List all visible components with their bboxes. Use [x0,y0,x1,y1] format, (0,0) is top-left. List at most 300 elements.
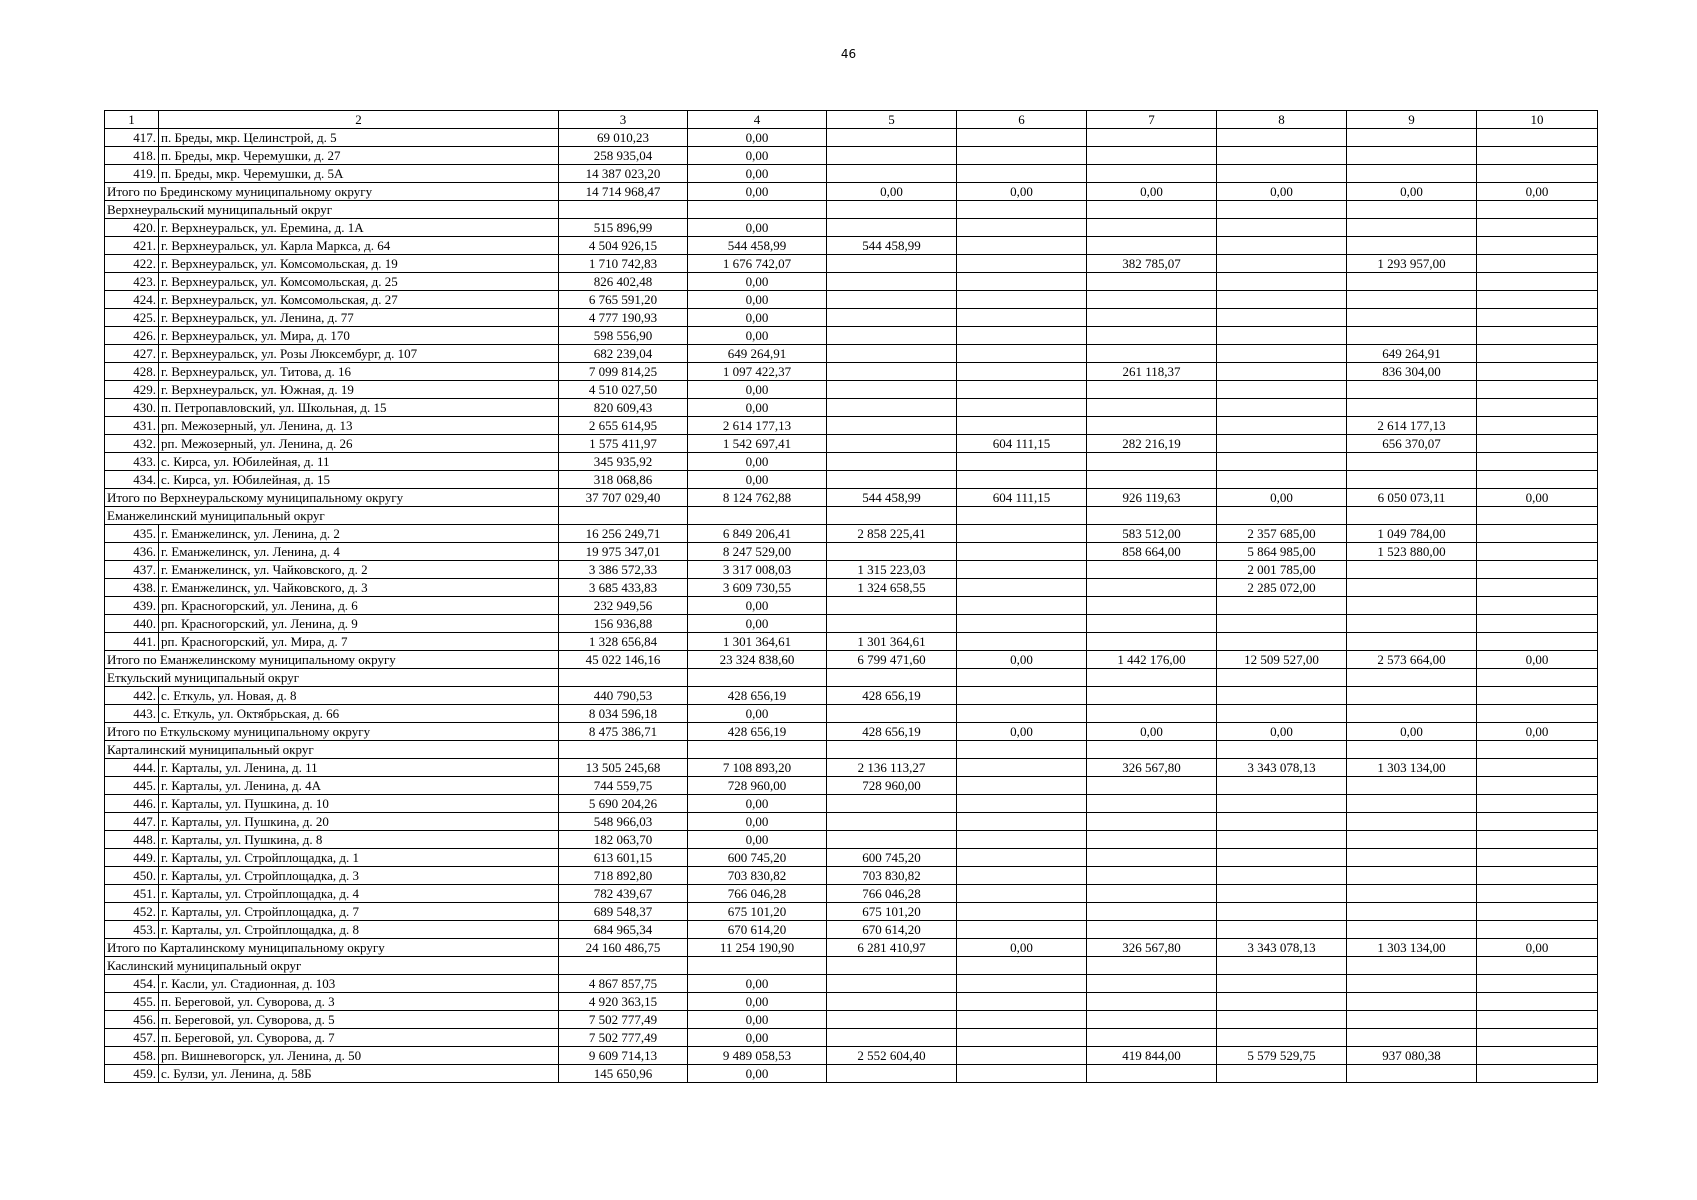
address-cell: с. Кирса, ул. Юбилейная, д. 15 [159,471,559,489]
address-cell: рп. Красногорский, ул. Ленина, д. 9 [159,615,559,633]
row-number: 447. [105,813,159,831]
value-cell [1477,705,1598,723]
value-cell [1477,381,1598,399]
value-cell [957,363,1087,381]
value-cell: 689 548,37 [559,903,688,921]
empty-cell [1217,741,1347,759]
value-cell: 649 264,91 [688,345,827,363]
value-cell [1477,849,1598,867]
value-cell [957,813,1087,831]
row-number: 444. [105,759,159,777]
value-cell [1347,813,1477,831]
address-cell: г. Верхнеуральск, ул. Розы Люксембург, д. 107 [159,345,559,363]
value-cell [957,219,1087,237]
value-cell [827,381,957,399]
total-row [105,723,1598,741]
value-cell [1217,345,1347,363]
value-cell [1347,615,1477,633]
row-number: 453. [105,921,159,939]
value-cell [1347,129,1477,147]
table-row [105,813,1598,831]
row-number: 439. [105,597,159,615]
table-row [105,219,1598,237]
value-cell [1087,165,1217,183]
value-cell: 2 357 685,00 [1217,525,1347,543]
total-value-cell: 1 303 134,00 [1347,939,1477,957]
value-cell [1477,921,1598,939]
row-number: 418. [105,147,159,165]
total-value-cell: 45 022 146,16 [559,651,688,669]
value-cell [1217,705,1347,723]
table-row [105,417,1598,435]
value-cell [1477,831,1598,849]
value-cell [1347,1065,1477,1083]
value-cell: 684 965,34 [559,921,688,939]
value-cell [827,597,957,615]
value-cell [957,291,1087,309]
table-row [105,777,1598,795]
value-cell [1087,975,1217,993]
total-value-cell: 2 573 664,00 [1347,651,1477,669]
value-cell [1477,687,1598,705]
address-cell: г. Карталы, ул. Стройплощадка, д. 4 [159,885,559,903]
row-number: 435. [105,525,159,543]
address-cell: п. Береговой, ул. Суворова, д. 5 [159,1011,559,1029]
value-cell: 6 849 206,41 [688,525,827,543]
value-cell: 0,00 [688,291,827,309]
value-cell [1347,273,1477,291]
empty-cell [827,741,957,759]
value-cell [1087,381,1217,399]
value-cell [1217,165,1347,183]
value-cell: 544 458,99 [827,237,957,255]
value-cell [1087,615,1217,633]
value-cell [1347,597,1477,615]
value-cell: 145 650,96 [559,1065,688,1083]
value-cell [1477,327,1598,345]
total-row [105,939,1598,957]
total-value-cell: 0,00 [1477,489,1598,507]
value-cell [957,885,1087,903]
empty-cell [1347,201,1477,219]
value-cell: 0,00 [688,795,827,813]
total-value-cell: 0,00 [957,651,1087,669]
empty-cell [559,201,688,219]
address-cell: г. Верхнеуральск, ул. Мира, д. 170 [159,327,559,345]
value-cell: 0,00 [688,129,827,147]
value-cell [1477,1011,1598,1029]
value-cell [1217,255,1347,273]
table-row [105,885,1598,903]
value-cell [1347,237,1477,255]
value-cell [1347,381,1477,399]
value-cell [1347,219,1477,237]
empty-cell [957,201,1087,219]
value-cell: 261 118,37 [1087,363,1217,381]
value-cell [1347,885,1477,903]
address-cell: рп. Красногорский, ул. Мира, д. 7 [159,633,559,651]
value-cell: 1 097 422,37 [688,363,827,381]
empty-cell [688,741,827,759]
value-cell [827,993,957,1011]
value-cell [957,561,1087,579]
value-cell [1217,795,1347,813]
value-cell [1347,1011,1477,1029]
value-cell [827,705,957,723]
value-cell: 0,00 [688,1029,827,1047]
value-cell [827,327,957,345]
value-cell [1217,309,1347,327]
empty-cell [957,957,1087,975]
value-cell [1087,687,1217,705]
value-cell [1087,885,1217,903]
value-cell [1477,993,1598,1011]
value-cell [1217,1011,1347,1029]
total-value-cell: 0,00 [1347,183,1477,201]
value-cell: 826 402,48 [559,273,688,291]
value-cell: 766 046,28 [827,885,957,903]
row-number: 421. [105,237,159,255]
value-cell [1217,885,1347,903]
value-cell [1217,993,1347,1011]
district-heading-row [105,741,1598,759]
table-row [105,597,1598,615]
empty-cell [688,201,827,219]
value-cell [957,255,1087,273]
column-number: 9 [1347,111,1477,129]
row-number: 428. [105,363,159,381]
value-cell [827,129,957,147]
row-number: 457. [105,1029,159,1047]
column-number: 6 [957,111,1087,129]
value-cell: 1 293 957,00 [1347,255,1477,273]
row-number: 456. [105,1011,159,1029]
value-cell: 0,00 [688,597,827,615]
value-cell: 0,00 [688,453,827,471]
value-cell [957,417,1087,435]
value-cell [827,543,957,561]
value-cell [1217,633,1347,651]
table-row [105,147,1598,165]
value-cell [1087,129,1217,147]
column-number: 7 [1087,111,1217,129]
table-row [105,525,1598,543]
value-cell [1217,471,1347,489]
row-number: 458. [105,1047,159,1065]
value-cell [1477,813,1598,831]
value-cell [827,345,957,363]
value-cell: 1 676 742,07 [688,255,827,273]
row-number: 448. [105,831,159,849]
value-cell [1477,363,1598,381]
total-value-cell: 0,00 [1217,183,1347,201]
address-cell: г. Верхнеуральск, ул. Комсомольская, д. 25 [159,273,559,291]
value-cell: 428 656,19 [688,687,827,705]
value-cell [1217,867,1347,885]
address-cell: г. Карталы, ул. Ленина, д. 11 [159,759,559,777]
value-cell [1087,903,1217,921]
table-row [105,453,1598,471]
value-cell [1347,291,1477,309]
total-label: Итого по Верхнеуральскому муниципальному округу [105,489,559,507]
value-cell [957,381,1087,399]
address-cell: г. Еманжелинск, ул. Ленина, д. 2 [159,525,559,543]
value-cell: 718 892,80 [559,867,688,885]
value-cell [1087,1011,1217,1029]
value-cell [827,615,957,633]
value-cell [1347,309,1477,327]
total-label: Итого по Карталинскому муниципальному округу [105,939,559,957]
empty-cell [1477,957,1598,975]
value-cell [827,975,957,993]
total-value-cell: 0,00 [1217,723,1347,741]
value-cell [957,471,1087,489]
value-cell: 2 614 177,13 [1347,417,1477,435]
row-number: 426. [105,327,159,345]
value-cell: 613 601,15 [559,849,688,867]
empty-cell [1477,741,1598,759]
value-cell [1087,561,1217,579]
value-cell [1477,471,1598,489]
value-cell: 382 785,07 [1087,255,1217,273]
row-number: 417. [105,129,159,147]
row-number: 442. [105,687,159,705]
total-value-cell: 0,00 [1347,723,1477,741]
value-cell [1087,795,1217,813]
value-cell [1477,345,1598,363]
value-cell: 766 046,28 [688,885,827,903]
value-cell [1347,147,1477,165]
value-cell [1087,921,1217,939]
total-value-cell: 0,00 [957,723,1087,741]
value-cell [1347,633,1477,651]
value-cell [957,705,1087,723]
address-cell: с. Кирса, ул. Юбилейная, д. 11 [159,453,559,471]
value-cell [1087,417,1217,435]
table-row [105,327,1598,345]
value-cell [827,255,957,273]
value-cell: 2 655 614,95 [559,417,688,435]
value-cell: 682 239,04 [559,345,688,363]
value-cell [1347,795,1477,813]
value-cell: 3 685 433,83 [559,579,688,597]
value-cell: 2 552 604,40 [827,1047,957,1065]
row-number: 419. [105,165,159,183]
value-cell [957,849,1087,867]
total-value-cell: 6 050 073,11 [1347,489,1477,507]
value-cell: 4 504 926,15 [559,237,688,255]
value-cell: 428 656,19 [827,687,957,705]
value-cell [957,147,1087,165]
table-row [105,1029,1598,1047]
value-cell: 600 745,20 [688,849,827,867]
row-number: 459. [105,1065,159,1083]
value-cell [1217,435,1347,453]
address-cell: рп. Красногорский, ул. Ленина, д. 6 [159,597,559,615]
empty-cell [559,741,688,759]
row-number: 436. [105,543,159,561]
value-cell: 515 896,99 [559,219,688,237]
value-cell [1087,849,1217,867]
district-heading-row [105,507,1598,525]
value-cell [1217,291,1347,309]
value-cell: 4 510 027,50 [559,381,688,399]
value-cell [1217,597,1347,615]
column-number: 2 [159,111,559,129]
value-cell [1347,849,1477,867]
empty-cell [957,669,1087,687]
value-cell [1087,1029,1217,1047]
empty-cell [559,669,688,687]
value-cell [957,1011,1087,1029]
row-number: 443. [105,705,159,723]
address-cell: г. Верхнеуральск, ул. Карла Маркса, д. 64 [159,237,559,255]
row-number: 445. [105,777,159,795]
value-cell: 0,00 [688,165,827,183]
value-cell: 5 579 529,75 [1217,1047,1347,1065]
value-cell [1087,633,1217,651]
empty-cell [1087,669,1217,687]
value-cell: 7 502 777,49 [559,1011,688,1029]
value-cell: 4 867 857,75 [559,975,688,993]
table-body [105,111,1598,1083]
address-cell: п. Бреды, мкр. Черемушки, д. 5А [159,165,559,183]
total-value-cell: 0,00 [1477,183,1598,201]
value-cell [1347,1029,1477,1047]
value-cell: 2 001 785,00 [1217,561,1347,579]
value-cell [1087,147,1217,165]
total-value-cell: 604 111,15 [957,489,1087,507]
address-cell: г. Карталы, ул. Стройплощадка, д. 3 [159,867,559,885]
address-cell: г. Еманжелинск, ул. Чайковского, д. 3 [159,579,559,597]
value-cell: 3 343 078,13 [1217,759,1347,777]
value-cell [1217,129,1347,147]
empty-cell [1347,741,1477,759]
value-cell: 548 966,03 [559,813,688,831]
total-value-cell: 23 324 838,60 [688,651,827,669]
total-row [105,651,1598,669]
value-cell [957,579,1087,597]
value-cell [1347,993,1477,1011]
value-cell [957,687,1087,705]
value-cell [827,291,957,309]
value-cell [827,363,957,381]
address-cell: г. Карталы, ул. Пушкина, д. 8 [159,831,559,849]
value-cell [1087,219,1217,237]
value-cell: 0,00 [688,1011,827,1029]
value-cell: 0,00 [688,471,827,489]
value-cell: 1 315 223,03 [827,561,957,579]
total-label: Итого по Еткульскому муниципальному округу [105,723,559,741]
value-cell [1347,399,1477,417]
row-number: 422. [105,255,159,273]
value-cell [957,129,1087,147]
table-row [105,471,1598,489]
value-cell [957,921,1087,939]
value-cell: 2 285 072,00 [1217,579,1347,597]
value-cell: 14 387 023,20 [559,165,688,183]
value-cell: 7 108 893,20 [688,759,827,777]
table-row [105,633,1598,651]
value-cell: 728 960,00 [827,777,957,795]
value-cell: 0,00 [688,813,827,831]
district-heading: Верхнеуральский муниципальный округ [105,201,559,219]
value-cell [957,309,1087,327]
value-cell [1347,867,1477,885]
total-value-cell: 0,00 [1477,651,1598,669]
value-cell: 232 949,56 [559,597,688,615]
value-cell [1217,1029,1347,1047]
value-cell [957,453,1087,471]
value-cell: 19 975 347,01 [559,543,688,561]
table-row [105,705,1598,723]
value-cell [1477,309,1598,327]
value-cell [827,435,957,453]
value-cell [1087,813,1217,831]
empty-cell [827,201,957,219]
district-heading: Еткульский муниципальный округ [105,669,559,687]
value-cell: 0,00 [688,705,827,723]
empty-cell [1477,201,1598,219]
row-number: 433. [105,453,159,471]
row-number: 429. [105,381,159,399]
value-cell [1217,237,1347,255]
value-cell [1087,777,1217,795]
value-cell [1477,867,1598,885]
value-cell: 419 844,00 [1087,1047,1217,1065]
row-number: 441. [105,633,159,651]
value-cell [827,147,957,165]
value-cell [1347,561,1477,579]
empty-cell [1477,507,1598,525]
value-cell: 0,00 [688,219,827,237]
district-heading: Карталинский муниципальный округ [105,741,559,759]
district-heading: Еманжелинский муниципальный округ [105,507,559,525]
total-value-cell: 544 458,99 [827,489,957,507]
value-cell [1477,561,1598,579]
value-cell: 69 010,23 [559,129,688,147]
value-cell [827,1065,957,1083]
value-cell: 649 264,91 [1347,345,1477,363]
value-cell: 16 256 249,71 [559,525,688,543]
address-cell: г. Верхнеуральск, ул. Комсомольская, д. 19 [159,255,559,273]
value-cell [1217,1065,1347,1083]
value-cell [1477,435,1598,453]
total-value-cell: 0,00 [957,183,1087,201]
value-cell: 0,00 [688,1065,827,1083]
empty-cell [1347,507,1477,525]
total-value-cell: 3 343 078,13 [1217,939,1347,957]
empty-cell [1087,201,1217,219]
value-cell [957,543,1087,561]
district-heading-row [105,957,1598,975]
value-cell [827,813,957,831]
empty-cell [559,507,688,525]
value-cell [1217,813,1347,831]
value-cell [1477,399,1598,417]
table-row [105,273,1598,291]
value-cell [1217,327,1347,345]
value-cell [1477,903,1598,921]
value-cell [1217,399,1347,417]
value-cell: 728 960,00 [688,777,827,795]
value-cell [957,993,1087,1011]
value-cell [957,237,1087,255]
address-cell: п. Береговой, ул. Суворова, д. 7 [159,1029,559,1047]
value-cell [1087,291,1217,309]
value-cell: 0,00 [688,831,827,849]
value-cell: 0,00 [688,309,827,327]
